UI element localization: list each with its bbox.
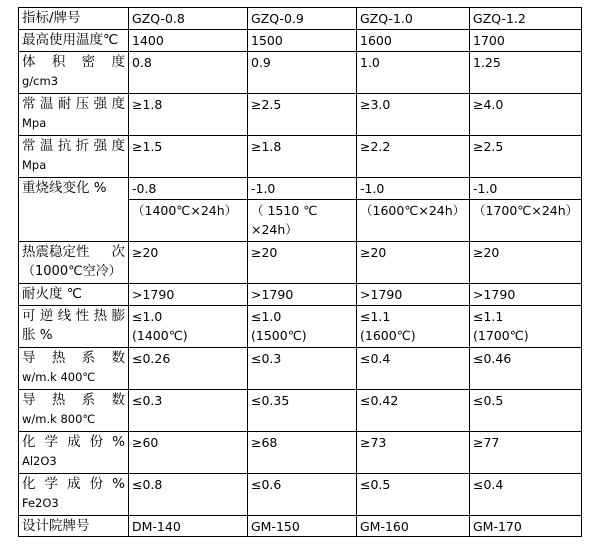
spec-table bbox=[18, 7, 582, 537]
density-row bbox=[19, 51, 582, 93]
thermal-shock-label: 热震稳定性 次 bbox=[22, 243, 125, 260]
value-cell: ≤0.5 bbox=[470, 389, 582, 431]
value-cell: -1.0 bbox=[357, 177, 470, 199]
thermal-shock-sub: （1000℃空冷） bbox=[22, 264, 122, 279]
value-cell: -1.0 bbox=[248, 177, 357, 199]
condition-cell: （1700℃×24h） bbox=[470, 199, 582, 241]
value-cell: >1790 bbox=[248, 283, 357, 305]
conductivity-400-row bbox=[19, 347, 582, 389]
value-cell: ≥1.5 bbox=[129, 135, 248, 177]
value-cell: ≤1.1 (1600℃) bbox=[357, 305, 470, 347]
value-cell: ≤0.3 bbox=[129, 389, 248, 431]
value-cell: ≤0.6 bbox=[248, 473, 357, 515]
value-cell: ≥73 bbox=[357, 431, 470, 473]
value-cell: ≥4.0 bbox=[470, 93, 582, 135]
value-cell: >1790 bbox=[357, 283, 470, 305]
density-label: 体 积 密 度 bbox=[22, 53, 125, 70]
header-row bbox=[19, 8, 582, 30]
value-cell: ≤1.0 (1500℃) bbox=[248, 305, 357, 347]
value-cell: ≥1.8 bbox=[129, 93, 248, 135]
grade-cell: GZQ-0.9 bbox=[248, 8, 357, 30]
value-cell: 1.25 bbox=[470, 51, 582, 93]
value-cell: ≤0.26 bbox=[129, 347, 248, 389]
cold-flex-label: 常 温 抗 折 强 度 bbox=[22, 137, 125, 154]
conductivity-400-unit: w/m.k 400℃ bbox=[22, 370, 96, 384]
value-cell: ≤0.3 bbox=[248, 347, 357, 389]
cold-crush-row bbox=[19, 93, 582, 135]
value-cell: ≤0.5 bbox=[357, 473, 470, 515]
value-cell: ≤0.35 bbox=[248, 389, 357, 431]
conductivity-800-label: 导 热 系 数 bbox=[22, 391, 125, 408]
conductivity-400-label-cell bbox=[19, 347, 129, 389]
value-cell: 0.9 bbox=[248, 51, 357, 93]
design-code-row bbox=[19, 515, 582, 537]
condition-cell: （1600℃×24h） bbox=[357, 199, 470, 241]
al2o3-label: 化 学 成 份 % bbox=[22, 433, 125, 450]
fe2o3-label: 化 学 成 份 % bbox=[22, 475, 125, 492]
value-cell: ≥1.8 bbox=[248, 135, 357, 177]
value-cell: >1790 bbox=[470, 283, 582, 305]
value-cell: ≤0.4 bbox=[357, 347, 470, 389]
value-cell: ≥2.5 bbox=[248, 93, 357, 135]
value-cell: GM-170 bbox=[470, 515, 582, 537]
density-unit: g/cm3 bbox=[22, 74, 59, 88]
value-cell: GM-150 bbox=[248, 515, 357, 537]
density-label-cell bbox=[19, 51, 129, 93]
reversible-label-cell bbox=[19, 305, 129, 347]
value-cell: ≤0.4 bbox=[470, 473, 582, 515]
max-temp-label: 最高使用温度℃ bbox=[19, 30, 129, 52]
reversible-expansion-row bbox=[19, 305, 582, 347]
thermal-shock-row bbox=[19, 241, 582, 283]
value-cell: 0.8 bbox=[129, 51, 248, 93]
value-cell: 1500 bbox=[248, 30, 357, 52]
value-cell: 1.0 bbox=[357, 51, 470, 93]
design-code-label: 设计院牌号 bbox=[19, 515, 129, 537]
cold-flex-row bbox=[19, 135, 582, 177]
value-cell: ≥68 bbox=[248, 431, 357, 473]
value-cell: GM-160 bbox=[357, 515, 470, 537]
conductivity-800-unit: w/m.k 800℃ bbox=[22, 412, 96, 426]
value-cell: ≥20 bbox=[470, 241, 582, 283]
thermal-shock-label-cell bbox=[19, 241, 129, 283]
refractoriness-row bbox=[19, 283, 582, 305]
value-cell: ≥2.2 bbox=[357, 135, 470, 177]
header-label: 指标/牌号 bbox=[19, 8, 129, 30]
reversible-label-line2: 胀 % bbox=[22, 327, 53, 343]
cold-crush-label: 常 温 耐 压 强 度 bbox=[22, 95, 125, 112]
condition-cell: （ 1510 ℃ ×24h） bbox=[248, 199, 357, 241]
value-cell: ≥77 bbox=[470, 431, 582, 473]
grade-cell: GZQ-1.2 bbox=[470, 8, 582, 30]
value-cell: 1400 bbox=[129, 30, 248, 52]
value-cell: ≤0.46 bbox=[470, 347, 582, 389]
fe2o3-label-cell bbox=[19, 473, 129, 515]
value-cell: -1.0 bbox=[470, 177, 582, 199]
value-cell: -0.8 bbox=[129, 177, 248, 199]
condition-cell: （1400℃×24h） bbox=[129, 199, 248, 241]
value-cell: ≥20 bbox=[248, 241, 357, 283]
cold-crush-unit: Mpa bbox=[22, 116, 47, 130]
conductivity-800-label-cell bbox=[19, 389, 129, 431]
value-cell: ≤0.42 bbox=[357, 389, 470, 431]
max-temp-row bbox=[19, 30, 582, 52]
al2o3-label-cell bbox=[19, 431, 129, 473]
fe2o3-row bbox=[19, 473, 582, 515]
value-cell: ≥60 bbox=[129, 431, 248, 473]
value-cell: DM-140 bbox=[129, 515, 248, 537]
value-cell: ≥20 bbox=[129, 241, 248, 283]
value-cell: ≥3.0 bbox=[357, 93, 470, 135]
value-cell: 1600 bbox=[357, 30, 470, 52]
cold-flex-label-cell bbox=[19, 135, 129, 177]
grade-cell: GZQ-1.0 bbox=[357, 8, 470, 30]
fe2o3-unit: Fe2O3 bbox=[22, 496, 59, 510]
conductivity-800-row bbox=[19, 389, 582, 431]
reheat-label: 重烧线变化 % bbox=[19, 177, 129, 241]
value-cell: ≥20 bbox=[357, 241, 470, 283]
value-cell: ≤0.8 bbox=[129, 473, 248, 515]
cold-crush-label-cell bbox=[19, 93, 129, 135]
grade-cell: GZQ-0.8 bbox=[129, 8, 248, 30]
conductivity-400-label: 导 热 系 数 bbox=[22, 349, 125, 366]
value-cell: ≤1.1 (1700℃) bbox=[470, 305, 582, 347]
reheat-row bbox=[19, 177, 582, 199]
value-cell: 1700 bbox=[470, 30, 582, 52]
value-cell: >1790 bbox=[129, 283, 248, 305]
reversible-label: 可 逆 线 性 热 膨 bbox=[22, 307, 125, 324]
al2o3-row bbox=[19, 431, 582, 473]
cold-flex-unit: Mpa bbox=[22, 158, 47, 172]
al2o3-unit: Al2O3 bbox=[22, 454, 57, 468]
value-cell: ≥2.5 bbox=[470, 135, 582, 177]
value-cell: ≤1.0 (1400℃) bbox=[129, 305, 248, 347]
refractoriness-label: 耐火度 ℃ bbox=[19, 283, 129, 305]
